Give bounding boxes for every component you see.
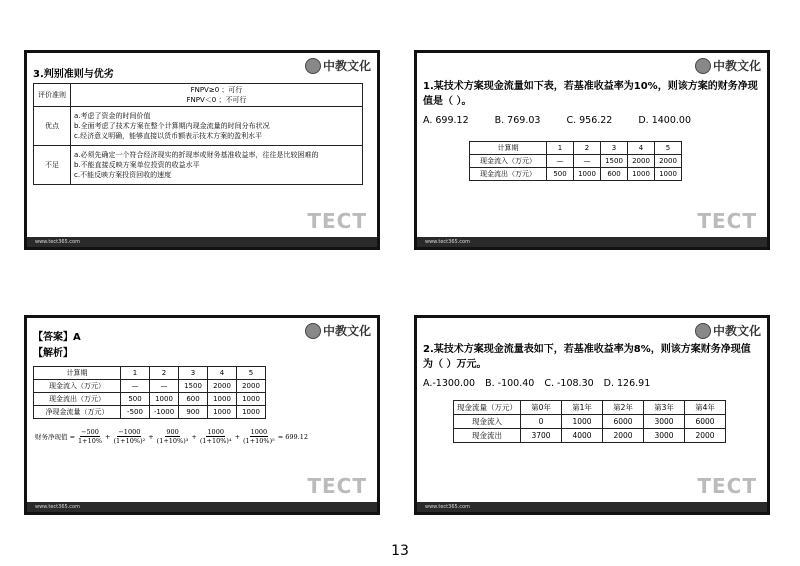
watermark: TECT <box>697 474 757 498</box>
table-row: 现金流出（万元） 500 1000 600 1000 1000 <box>470 168 682 181</box>
option-b[interactable]: B. -100.40 <box>485 378 535 389</box>
table-row: 现金流出 3700 4000 2000 3000 2000 <box>454 429 726 443</box>
footer-bar: www.tect365.com <box>27 237 377 247</box>
table-header: 计算期 1 2 3 4 5 <box>34 367 266 380</box>
slide-question-2 <box>414 315 770 515</box>
table-row: 净现金流量（万元） -500 -1000 900 1000 1000 <box>34 406 266 419</box>
slide-criteria <box>24 50 380 250</box>
footer-bar: www.tect365.com <box>417 237 767 247</box>
avatar-icon <box>305 58 321 74</box>
option-d[interactable]: D. 1400.00 <box>638 115 691 126</box>
option-d[interactable]: D. 126.91 <box>603 378 651 389</box>
avatar-icon <box>695 58 711 74</box>
formula-term: $\frac{900}{\text{(1+10\%)³}}$ <box>156 428 189 445</box>
table-header: 计算期 1 2 3 4 5 <box>470 142 682 155</box>
avatar-icon <box>305 323 321 339</box>
footer-bar: www.tect365.com <box>27 502 377 512</box>
slide-answer <box>24 315 380 515</box>
cashflow-table <box>469 141 682 181</box>
brand-logo: 中教文化 <box>695 322 761 339</box>
watermark: TECT <box>697 209 757 233</box>
brand-logo: 中教文化 <box>695 57 761 74</box>
watermark: TECT <box>307 474 367 498</box>
page-number: 13 <box>391 543 409 559</box>
question-text: 2.某技术方案现金流量表如下，若基准收益率为8%，则该方案财务净现值为（ ）万元。 <box>423 344 751 370</box>
net-cashflow-table <box>33 366 266 419</box>
option-b[interactable]: B. 769.03 <box>494 115 541 126</box>
option-a[interactable]: A.-1300.00 <box>423 378 476 389</box>
formula-term: $\frac{-1000}{\text{(1+10\%)²}}$ <box>113 428 146 445</box>
brand-logo: 中教文化 <box>305 322 371 339</box>
formula-term: $\frac{-500}{1+10\%}$ <box>78 428 103 445</box>
table-row: 现金流出（万元） 500 1000 600 1000 1000 <box>34 393 266 406</box>
criteria-table <box>33 83 363 185</box>
formula-term: $\frac{1000}{\text{(1+10\%)⁵}}$ <box>243 428 275 445</box>
option-c[interactable]: C. -108.30 <box>544 378 594 389</box>
avatar-icon <box>695 323 711 339</box>
slide-title: 3.判别准则与优劣 <box>33 69 114 80</box>
table-header: 现金流量（万元） 第0年 第1年 第2年 第3年 第4年 <box>454 401 726 415</box>
table-row: 现金流入（万元） — — 1500 2000 2000 <box>470 155 682 168</box>
slide-question-1 <box>414 50 770 250</box>
formula-term: $\frac{1000}{\text{(1+10\%)⁴}}$ <box>199 428 232 445</box>
options <box>423 378 650 389</box>
brand-logo: 中教文化 <box>305 57 371 74</box>
footer-bar: www.tect365.com <box>417 502 767 512</box>
option-a[interactable]: A. 699.12 <box>423 115 469 126</box>
table-row: 现金流入 0 1000 6000 3000 6000 <box>454 415 726 429</box>
options <box>423 115 691 126</box>
watermark: TECT <box>307 209 367 233</box>
table-row: 优点 a.考虑了资金的时间价值 b.全面考虑了技术方案在整个计算期内现金流量的时间分布状况 c.经济意义明确，能够直接以货币额表示技术方案的盈利水平 <box>34 107 363 146</box>
option-c[interactable]: C. 956.22 <box>566 115 613 126</box>
answer-text: 【答案】A <box>33 332 81 343</box>
analysis-heading: 【解析】 <box>33 348 73 359</box>
npv-formula: 财务净现值 = $\frac{-500}{1+10\%}$ + $\frac{-1000}{\text{(1+10\%)²}}$ + $\frac{900}{\text{(1+10\%)³}}$ + $\frac{1000}{\text{(1+10\%)⁴}}$ + $\frac{1000}{\text{(1+10\%)⁵}}$ = 699.12 <box>35 428 308 445</box>
table-row: 不足 a.必须先确定一个符合经济现实的折现率或财务基准收益率，往往是比较困难的 b.不能直接反映方案单位投资的收益水平 c.不能反映方案投资回收的速度 <box>34 146 363 185</box>
table-row: 现金流入（万元） — — 1500 2000 2000 <box>34 380 266 393</box>
cashflow-table <box>453 400 726 443</box>
question-text: 1.某技术方案现金流量如下表，若基准收益率为10%，则该方案的财务净现值是（ ）。 <box>423 81 758 107</box>
table-row: 评价准则 FNPV≥0 ；可行 FNPV＜0 ；不可行 <box>34 84 363 107</box>
